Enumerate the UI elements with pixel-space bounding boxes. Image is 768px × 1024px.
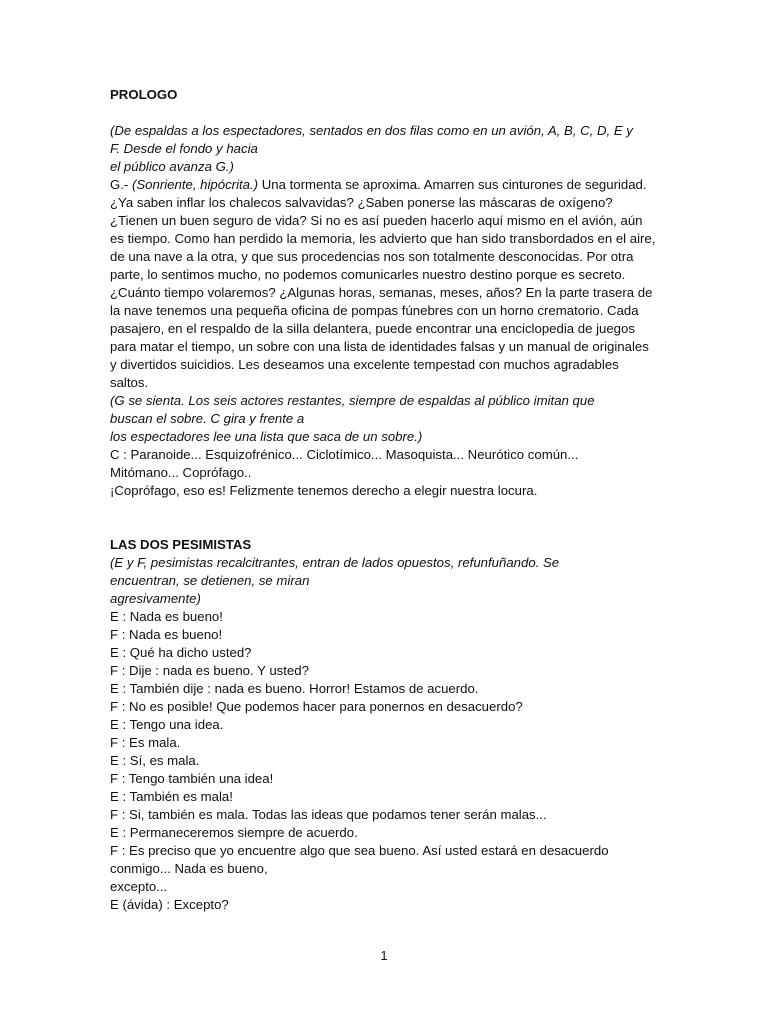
speech-c: Mitómano... Coprófago.. bbox=[110, 465, 252, 480]
dialogue-line: E : También es mala! bbox=[110, 789, 233, 804]
dialogue-line: E : Permaneceremos siempre de acuerdo. bbox=[110, 825, 358, 840]
dialogue-line: E : Qué ha dicho usted? bbox=[110, 645, 252, 660]
speaker-label: G.- bbox=[110, 177, 132, 192]
dialogue-line: F : Tengo también una idea! bbox=[110, 771, 274, 786]
speech-c: C : Paranoide... Esquizofrénico... Ciclotímico... Masoquista... Neurótico común... bbox=[110, 447, 579, 462]
dialogue-line: F : Si, también es mala. Todas las ideas que podamos tener serán malas... bbox=[110, 807, 547, 822]
dialogue-line: E : También dije : nada es bueno. Horror! Estamos de acuerdo. bbox=[110, 681, 479, 696]
dialogue-line: E (ávida) : Excepto? bbox=[110, 897, 229, 912]
stage-direction: (E y F, pesimistas recalcitrantes, entran de lados opuestos, refunfuñando. Se bbox=[110, 555, 560, 570]
dialogue-line: E : Nada es bueno! bbox=[110, 609, 223, 624]
stage-direction: (De espaldas a los espectadores, sentados en dos filas como en un avión, A, B, C, D, E y bbox=[110, 123, 633, 138]
document-body bbox=[110, 86, 658, 914]
dialogue-line: F : Nada es bueno! bbox=[110, 627, 223, 642]
dialogue-line: conmigo... Nada es bueno, bbox=[110, 861, 268, 876]
speech-text: Una tormenta se aproxima. Amarren sus cinturones de seguridad. ¿Ya saben inflar los chalecos salvavidas? ¿Saben ponerse las máscaras de oxígeno? ¿Tienen un buen seguro de vida? Si no es así pueden hacerlo aquí mismo en el avión, aún es tiempo. Como han perdido la memoria, les advierto que han sido transbordados en el aire, de una nave a la otra, y que sus procedencias nos son totalmente desconocidas. Por otra parte, lo sentimos mucho, no podemos comunicarles nuestro destino porque es secreto. ¿Cuánto tiempo volaremos? ¿Algunas horas, semanas, meses, años? En la parte trasera de la nave tenemos una pequeña oficina de pompas fúnebres con un horno crematorio. Cada pasajero, en el respaldo de la silla delantera, puede encontrar una enciclopedia de juegos para matar el tiempo, un sobre con una lista de identidades falsas y un manual de originales y divertidos suicidios. Les deseamos una excelente tempestad con muchos agradables saltos. bbox=[110, 177, 656, 390]
stage-direction: agresivamente) bbox=[110, 591, 201, 606]
stage-direction-inline: (Sonriente, hipócrita.) bbox=[131, 177, 259, 192]
stage-direction: buscan el sobre. C gira y frente a bbox=[110, 411, 305, 426]
stage-direction: F. Desde el fondo y hacia bbox=[110, 141, 258, 156]
dialogue-line: F : No es posible! Que podemos hacer para ponernos en desacuerdo? bbox=[110, 699, 523, 714]
dialogue-line: F : Es preciso que yo encuentre algo que sea bueno. Así usted estará en desacuerdo bbox=[110, 843, 609, 858]
stage-direction: (G se sienta. Los seis actores restantes, siempre de espaldas al público imitan que bbox=[110, 393, 595, 408]
section-heading-pesimistas: LAS DOS PESIMISTAS bbox=[110, 537, 252, 552]
dialogue-line: F : Es mala. bbox=[110, 735, 181, 750]
section-heading-prologo: PROLOGO bbox=[110, 87, 178, 102]
stage-direction: encuentran, se detienen, se miran bbox=[110, 573, 310, 588]
speech-c: ¡Coprófago, eso es! Felizmente tenemos derecho a elegir nuestra locura. bbox=[110, 483, 538, 498]
stage-direction: los espectadores lee una lista que saca de un sobre.) bbox=[110, 429, 423, 444]
spacer bbox=[110, 500, 658, 536]
stage-direction: el público avanza G.) bbox=[110, 159, 234, 174]
dialogue-line: E : Tengo una idea. bbox=[110, 717, 224, 732]
dialogue-line: excepto... bbox=[110, 879, 168, 894]
page-number: 1 bbox=[380, 948, 388, 963]
speech-g bbox=[110, 176, 658, 392]
spacer bbox=[110, 104, 658, 122]
dialogue-line: E : Sí, es mala. bbox=[110, 753, 200, 768]
dialogue-line: F : Dije : nada es bueno. Y usted? bbox=[110, 663, 309, 678]
